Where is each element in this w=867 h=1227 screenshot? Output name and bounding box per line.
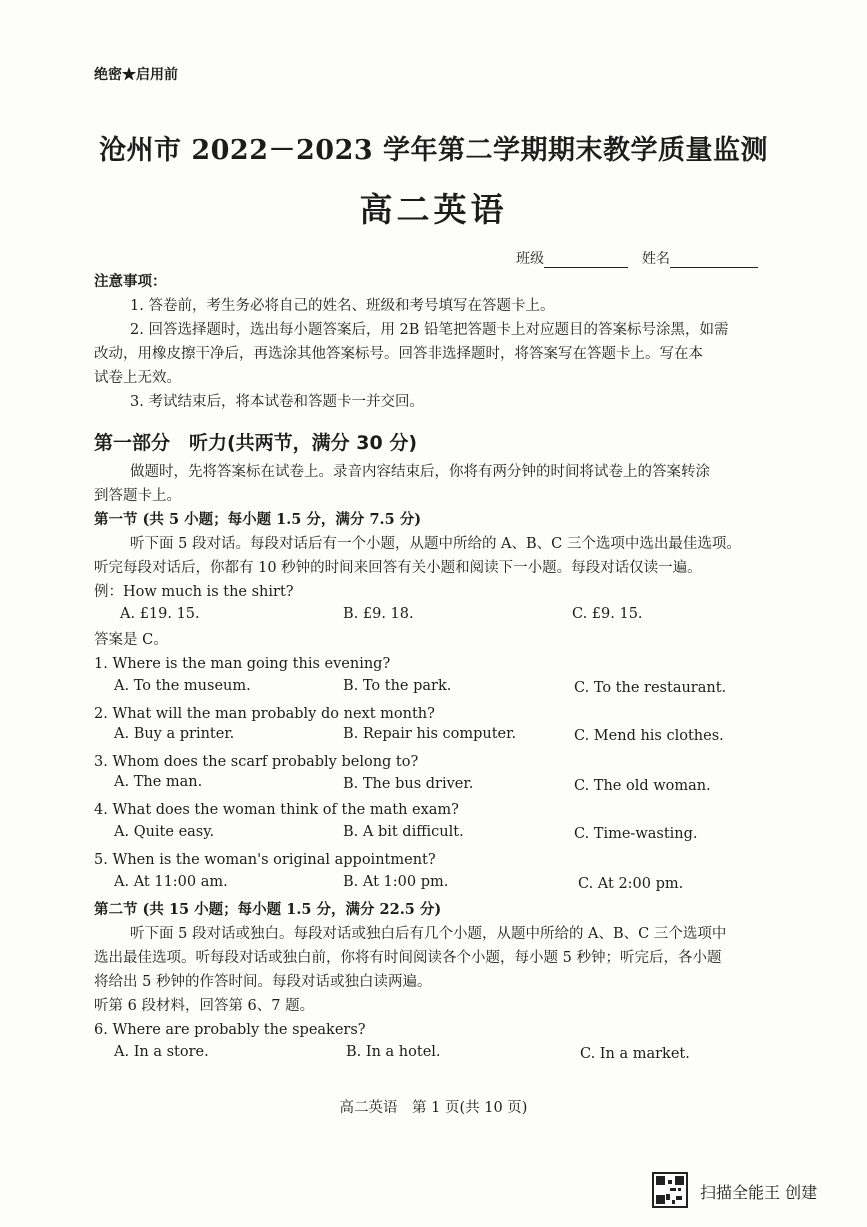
example-option-b: B. £9. 18. bbox=[343, 606, 414, 622]
question-3: 3. Whom does the scarf probably belong to? bbox=[94, 754, 419, 770]
name-label: 姓名 bbox=[642, 251, 670, 267]
q5-option-b: B. At 1:00 pm. bbox=[343, 874, 449, 890]
q5-option-a: A. At 11:00 am. bbox=[114, 874, 228, 890]
part1-heading: 第一部分 听力(共两节，满分 30 分) bbox=[94, 432, 418, 454]
scanner-watermark: 扫描全能王 创建 bbox=[700, 1183, 818, 1202]
q2-option-a: A. Buy a printer. bbox=[114, 726, 235, 742]
q3-option-c: C. The old woman. bbox=[574, 778, 711, 794]
example-option-a: A. £19. 15. bbox=[120, 606, 200, 622]
q2-option-c: C. Mend his clothes. bbox=[574, 728, 724, 744]
q1-option-c: C. To the restaurant. bbox=[574, 680, 727, 696]
question-4: 4. What does the woman think of the math exam? bbox=[94, 802, 459, 818]
section1-intro-line-2: 听完每段对话后，你都有 10 秒钟的时间来回答有关小题和阅读下一小题。每段对话仅读一遍。 bbox=[94, 560, 702, 576]
q4-option-b: B. A bit difficult. bbox=[343, 824, 464, 840]
confidential-label: 绝密★启用前 bbox=[94, 67, 178, 83]
q6-option-c: C. In a market. bbox=[580, 1046, 690, 1062]
section2-intro-line-3: 将给出 5 秒钟的作答时间。每段对话或独白读两遍。 bbox=[94, 974, 432, 990]
q2-option-b: B. Repair his computer. bbox=[343, 726, 517, 742]
note-item-1: 1. 答卷前，考生务必将自己的姓名、班级和考号填写在答题卡上。 bbox=[130, 298, 555, 314]
page-footer: 高二英语 第 1 页(共 10 页) bbox=[339, 1100, 528, 1116]
class-label: 班级 bbox=[516, 251, 544, 267]
question-1: 1. Where is the man going this evening? bbox=[94, 656, 391, 672]
part1-intro-line-2: 到答题卡上。 bbox=[94, 488, 181, 504]
material-6-instruction: 听第 6 段材料，回答第 6、7 题。 bbox=[94, 998, 315, 1014]
q5-option-c: C. At 2:00 pm. bbox=[578, 876, 684, 892]
class-blank[interactable] bbox=[544, 254, 628, 268]
q4-option-a: A. Quite easy. bbox=[114, 824, 215, 840]
section2-intro-line-2: 选出最佳选项。听每段对话或独白前，你将有时间阅读各个小题，每小题 5 秒钟；听完后，各小题 bbox=[94, 950, 722, 966]
q4-option-c: C. Time-wasting. bbox=[574, 826, 698, 842]
q1-option-a: A. To the museum. bbox=[114, 678, 251, 694]
question-5: 5. When is the woman's original appointment? bbox=[94, 852, 436, 868]
q3-option-a: A. The man. bbox=[114, 774, 203, 790]
q1-option-b: B. To the park. bbox=[343, 678, 452, 694]
note-item-2-line-2: 改动，用橡皮擦干净后，再选涂其他答案标号。回答非选择题时，将答案写在答题卡上。写在本 bbox=[94, 346, 703, 362]
name-blank[interactable] bbox=[670, 254, 758, 268]
example-question: 例：How much is the shirt? bbox=[94, 584, 294, 600]
q3-option-b: B. The bus driver. bbox=[343, 776, 474, 792]
example-option-c: C. £9. 15. bbox=[572, 606, 643, 622]
question-2: 2. What will the man probably do next month? bbox=[94, 706, 435, 722]
note-item-2-line-3: 试卷上无效。 bbox=[94, 370, 181, 386]
notes-heading: 注意事项： bbox=[94, 273, 167, 290]
student-info-fields bbox=[516, 248, 758, 268]
subject-title: 高二英语 bbox=[359, 190, 508, 229]
q6-option-b: B. In a hotel. bbox=[346, 1044, 441, 1060]
question-6: 6. Where are probably the speakers? bbox=[94, 1022, 366, 1038]
note-item-2-line-1: 2. 回答选择题时，选出每小题答案后，用 2B 铅笔把答题卡上对应题目的答案标号涂黑，如需 bbox=[130, 322, 729, 338]
note-item-3: 3. 考试结束后，将本试卷和答题卡一并交回。 bbox=[130, 394, 424, 410]
section2-heading: 第二节 (共 15 小题；每小题 1.5 分，满分 22.5 分) bbox=[94, 901, 442, 918]
section1-intro-line-1: 听下面 5 段对话。每段对话后有一个小题，从题中所给的 A、B、C 三个选项中选出最佳选项。 bbox=[130, 536, 741, 552]
part1-intro-line-1: 做题时，先将答案标在试卷上。录音内容结束后，你将有两分钟的时间将试卷上的答案转涂 bbox=[130, 464, 710, 480]
qr-code-icon bbox=[652, 1172, 688, 1208]
section2-intro-line-1: 听下面 5 段对话或独白。每段对话或独白后有几个小题，从题中所给的 A、B、C 三个选项中 bbox=[130, 926, 727, 942]
exam-title: 沧州市 2022－2023 学年第二学期期末教学质量监测 bbox=[98, 135, 769, 166]
section1-heading: 第一节 (共 5 小题；每小题 1.5 分，满分 7.5 分) bbox=[94, 511, 422, 528]
q6-option-a: A. In a store. bbox=[114, 1044, 209, 1060]
example-answer: 答案是 C。 bbox=[94, 632, 168, 648]
